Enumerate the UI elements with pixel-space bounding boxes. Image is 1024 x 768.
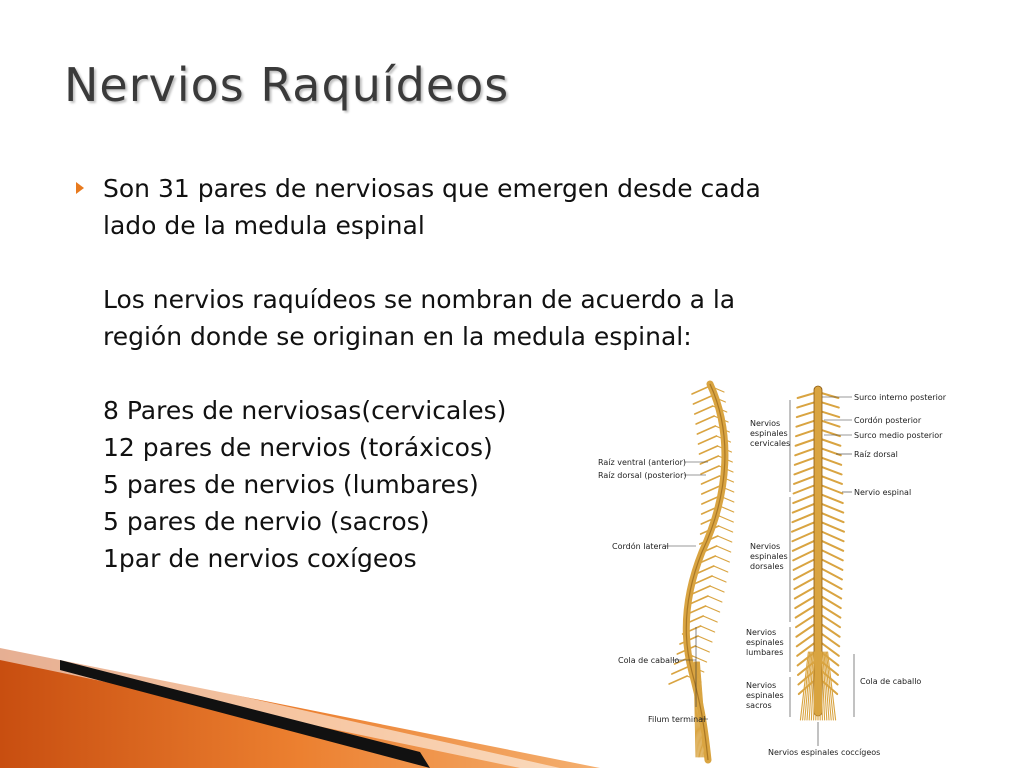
list-item: 5 pares de nervios (lumbares) bbox=[103, 470, 479, 499]
label-surco-medio: Surco medio posterior bbox=[854, 431, 943, 440]
cauda-equina bbox=[800, 652, 835, 720]
label-cola-de-caballo-left: Cola de caballo bbox=[618, 656, 680, 665]
label-cola-de-caballo-right: Cola de caballo bbox=[860, 677, 922, 686]
label-nervios-dorsales-2: espinales bbox=[750, 552, 788, 561]
label-nervio-espinal: Nervio espinal bbox=[854, 488, 912, 497]
list-item: 8 Pares de nerviosas(cervicales) bbox=[103, 396, 507, 425]
label-nervios-cervicales-1: Nervios bbox=[750, 419, 781, 428]
label-cordon-lateral: Cordón lateral bbox=[612, 542, 669, 551]
label-raiz-dorsal: Raíz dorsal (posterior) bbox=[598, 471, 687, 480]
bullet-arrow-icon bbox=[76, 182, 84, 194]
list-item: 12 pares de nervios (toráxicos) bbox=[103, 433, 493, 462]
spinal-cord-illustration bbox=[592, 372, 964, 764]
label-nervios-cervicales-2: espinales bbox=[750, 429, 788, 438]
label-nervios-dorsales-1: Nervios bbox=[750, 542, 781, 551]
list-item: 5 pares de nervio (sacros) bbox=[103, 507, 430, 536]
slide-title: Nervios Raquídeos bbox=[64, 58, 510, 112]
bullet-line: Son 31 pares de nerviosas que emergen desde cada bbox=[103, 174, 761, 203]
label-nervios-lumbares-1: Nervios bbox=[746, 628, 777, 637]
label-raiz-ventral: Raíz ventral (anterior) bbox=[598, 458, 687, 467]
corner-decoration bbox=[0, 630, 600, 768]
label-nervios-lumbares-2: espinales bbox=[746, 638, 784, 647]
label-nervios-sacros-2: espinales bbox=[746, 691, 784, 700]
list-item: 1par de nervios coxígeos bbox=[103, 544, 417, 573]
label-nervios-dorsales-3: dorsales bbox=[750, 562, 784, 571]
label-nervios-lumbares-3: lumbares bbox=[746, 648, 784, 657]
bullet-line: lado de la medula espinal bbox=[103, 211, 425, 240]
label-nervios-sacros-1: Nervios bbox=[746, 681, 777, 690]
label-raiz-dorsal-right: Raíz dorsal bbox=[854, 450, 898, 459]
label-surco-interno: Surco interno posterior bbox=[854, 393, 946, 402]
label-nervios-cervicales-3: cervicales bbox=[750, 439, 791, 448]
spinal-cord-figure bbox=[592, 372, 964, 764]
label-cordon-posterior: Cordón posterior bbox=[854, 416, 922, 425]
label-nervios-sacros-3: sacros bbox=[746, 701, 772, 710]
label-nervios-coccigeos: Nervios espinales coccígeos bbox=[768, 748, 881, 757]
bullet-line: región donde se originan en la medula espinal: bbox=[103, 322, 692, 351]
label-filum-terminal: Filum terminal bbox=[648, 715, 706, 724]
bullet-line: Los nervios raquídeos se nombran de acuerdo a la bbox=[103, 285, 736, 314]
